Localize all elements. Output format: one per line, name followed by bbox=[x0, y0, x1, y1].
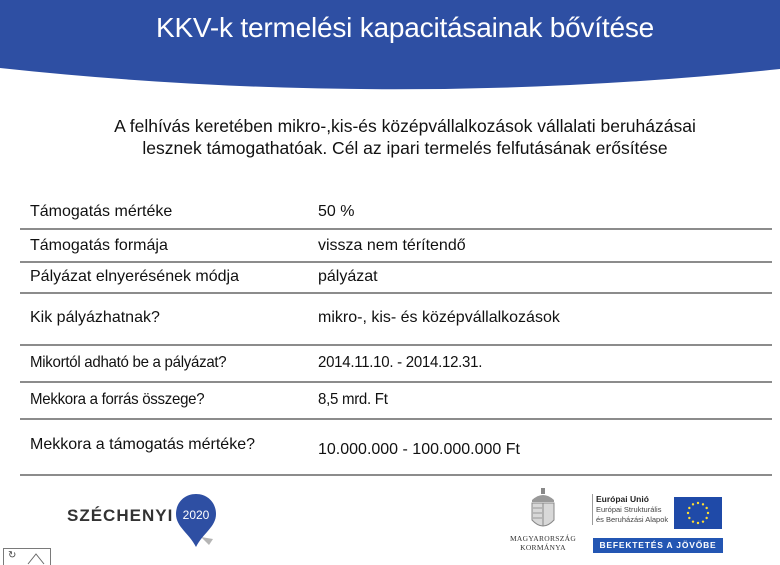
table-row bbox=[20, 383, 772, 420]
row-label: Mekkora a támogatás mértéke? bbox=[30, 436, 255, 453]
coat-of-arms-icon bbox=[528, 488, 558, 532]
eu-line-1: Európai Strukturális bbox=[596, 505, 662, 514]
row-value: pályázat bbox=[318, 268, 378, 285]
szechenyi-year: 2020 bbox=[182, 508, 210, 522]
table-row bbox=[20, 196, 772, 230]
eu-star bbox=[688, 507, 690, 509]
eu-star bbox=[697, 522, 699, 524]
row-value: 50 % bbox=[318, 203, 355, 220]
row-value: 10.000.000 - 100.000.000 Ft bbox=[318, 441, 520, 458]
map-pin-icon bbox=[175, 493, 219, 549]
row-label: Kik pályázhatnak? bbox=[30, 309, 160, 326]
eu-text bbox=[592, 494, 672, 525]
eu-star bbox=[692, 503, 694, 505]
eu-banner: BEFEKTETÉS A JÖVŐBE bbox=[593, 538, 723, 553]
row-label: Támogatás formája bbox=[30, 237, 168, 254]
table-row bbox=[20, 263, 772, 294]
chevron-up-icon[interactable] bbox=[26, 551, 46, 565]
eu-star bbox=[705, 507, 707, 509]
table-row bbox=[20, 294, 772, 346]
row-label: Mikortól adható be a pályázat? bbox=[30, 354, 227, 371]
eu-title: Európai Unió bbox=[596, 494, 649, 504]
eu-star bbox=[702, 503, 704, 505]
eu-flag-icon bbox=[674, 497, 722, 529]
intro-text: A felhívás keretében mikro-,kis-és középvállalkozások vállalati beruházásai lesznek támogathatóak. Cél az ipari termelés felfutásának erősítése bbox=[114, 116, 696, 158]
row-value: 8,5 mrd. Ft bbox=[318, 391, 388, 408]
hungarian-government-logo bbox=[505, 488, 581, 558]
table-row bbox=[20, 230, 772, 263]
table-row bbox=[20, 346, 772, 383]
eu-star bbox=[688, 517, 690, 519]
szechenyi-wordmark: SZÉCHENYI bbox=[67, 506, 174, 525]
eu-funds-logo bbox=[592, 494, 724, 554]
table-row bbox=[20, 420, 772, 476]
row-value: mikro-, kis- és középvállalkozások bbox=[318, 309, 560, 326]
row-label: Pályázat elnyerésének módja bbox=[30, 268, 240, 285]
eu-star bbox=[687, 512, 689, 514]
eu-star bbox=[707, 512, 709, 514]
szechenyi-2020-logo bbox=[67, 493, 227, 548]
page-title: KKV-k termelési kapacitásainak bővítése bbox=[155, 12, 654, 43]
eu-star bbox=[705, 517, 707, 519]
eu-star bbox=[697, 502, 699, 504]
eu-star bbox=[702, 520, 704, 522]
row-value: 2014.11.10. - 2014.12.31. bbox=[318, 354, 483, 371]
eu-line-2: és Beruházási Alapok bbox=[596, 515, 669, 524]
eu-star bbox=[692, 520, 694, 522]
row-label: Támogatás mértéke bbox=[30, 203, 173, 220]
speaker-icon[interactable]: ↻ bbox=[8, 550, 17, 561]
government-name: MAGYARORSZÁG KORMÁNYA bbox=[509, 534, 577, 552]
row-label: Mekkora a forrás összege? bbox=[30, 391, 205, 408]
row-value: vissza nem térítendő bbox=[318, 237, 466, 254]
slide-controls[interactable] bbox=[3, 548, 51, 565]
